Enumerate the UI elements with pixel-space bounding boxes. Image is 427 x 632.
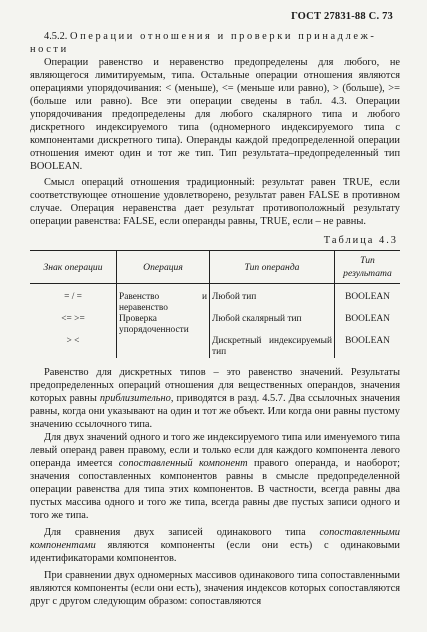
table-row [30,284,400,315]
table-cell-result: BOOLEAN [335,314,401,336]
table-cell-sign: <= >= [61,314,85,324]
section-title-cont: ности [30,44,69,55]
paragraph-3: Равенство для дискретных типов – это равенство значений. Результаты предопределенных операций отношения для вещественных операндов, значения которых равны приблизительно, приводятся в разд. 4.5.7. Два ссылочных значения равны, когда они указывают на один и тот же объект. Или когда они равны пустому значению ссылочного типа. [30,367,400,430]
page-header: ГОСТ 27831-88 С. 73 [291,11,393,22]
table-cell-result: BOOLEAN [335,284,401,315]
section-number: 4.5.2. [44,31,68,42]
section-title: Операции отношения и проверки принадлеж- [70,31,377,42]
table-header-sign: Знак операции [30,251,117,284]
table-header-operand: Тип операнда [210,251,335,284]
table-header-operation: Операция [117,251,210,284]
table-cell-result: BOOLEAN [335,336,401,358]
operations-table [30,250,400,358]
table-cell-operand: Дискретный индексируемый тип [210,336,335,358]
table-cell-operation: Проверка упорядоченности [117,314,210,336]
paragraph-6: При сравнении двух одномерных массивов одинакового типа сопоставленными являются компоненты (если они есть), значения индексов которых сопоставляются друг с другом следующим образом: сопоставляются [30,570,400,607]
table-cell-operation [117,336,210,358]
table-cell-operand: Любой тип [210,284,335,315]
section-heading [30,30,400,43]
paragraph-4: Для двух значений одного и того же индексируемого типа или именуемого типа левый операнд равен правому, если и только если для каждого компонента левого операнда имеется сопоставленный компонент правого операнда, и наоборот; значения сопоставленных компонентов равны в смысле предопределенной операции равенства для типа этих компонентов. В частности, всегда равны два пустых массива одного и того же типа, всегда равны две пустых записи одного и того же типа. [30,432,401,521]
table-cell-operation: Равенство и неравенство [117,284,210,315]
document-body [30,30,400,608]
paragraph-5: Для сравнения двух записей одинакового типа сопоставленными компонентами являются компоненты (если они есть) с одинаковыми идентификаторами компонентов. [30,527,400,564]
table-cell-sign: = / = [64,292,82,302]
paragraph-2: Смысл операций отношения традиционный: результат равен TRUE, если соответствующее отношение удовлетворено, результат равен FALSE в противном случае. Операция неравенства дает результат противоположный результату операции равенства: FALSE, если операнды равны, TRUE, если – не равны. [30,177,400,227]
table-caption: Таблица 4.3 [323,235,398,246]
table-row [30,336,400,358]
table-row [30,314,400,336]
table-cell-operand: Любой скалярный тип [210,314,335,336]
table-cell-sign: > < [66,336,80,346]
paragraph-1: Операции равенство и неравенство предопределены для любого, не являющегося лимитируемым, типа. Остальные операции отношения являются операциями упорядочивания: < (меньше), <= (меньше или равно), > (больше), >= (больше или равно). Все эти операции сведены в табл. 4.3. Операции упорядочивания предопределены для любого скалярного типа и любого дискретного индексируемого типа (одномерного индексируемого типа с компонентами дискретного типа). Операнды каждой предопределенной операции отношения имеют один и тот же тип. Тип результата–предопределенный тип BOOLEAN. [30,57,400,172]
table-header-result: Тип результата [335,251,401,284]
